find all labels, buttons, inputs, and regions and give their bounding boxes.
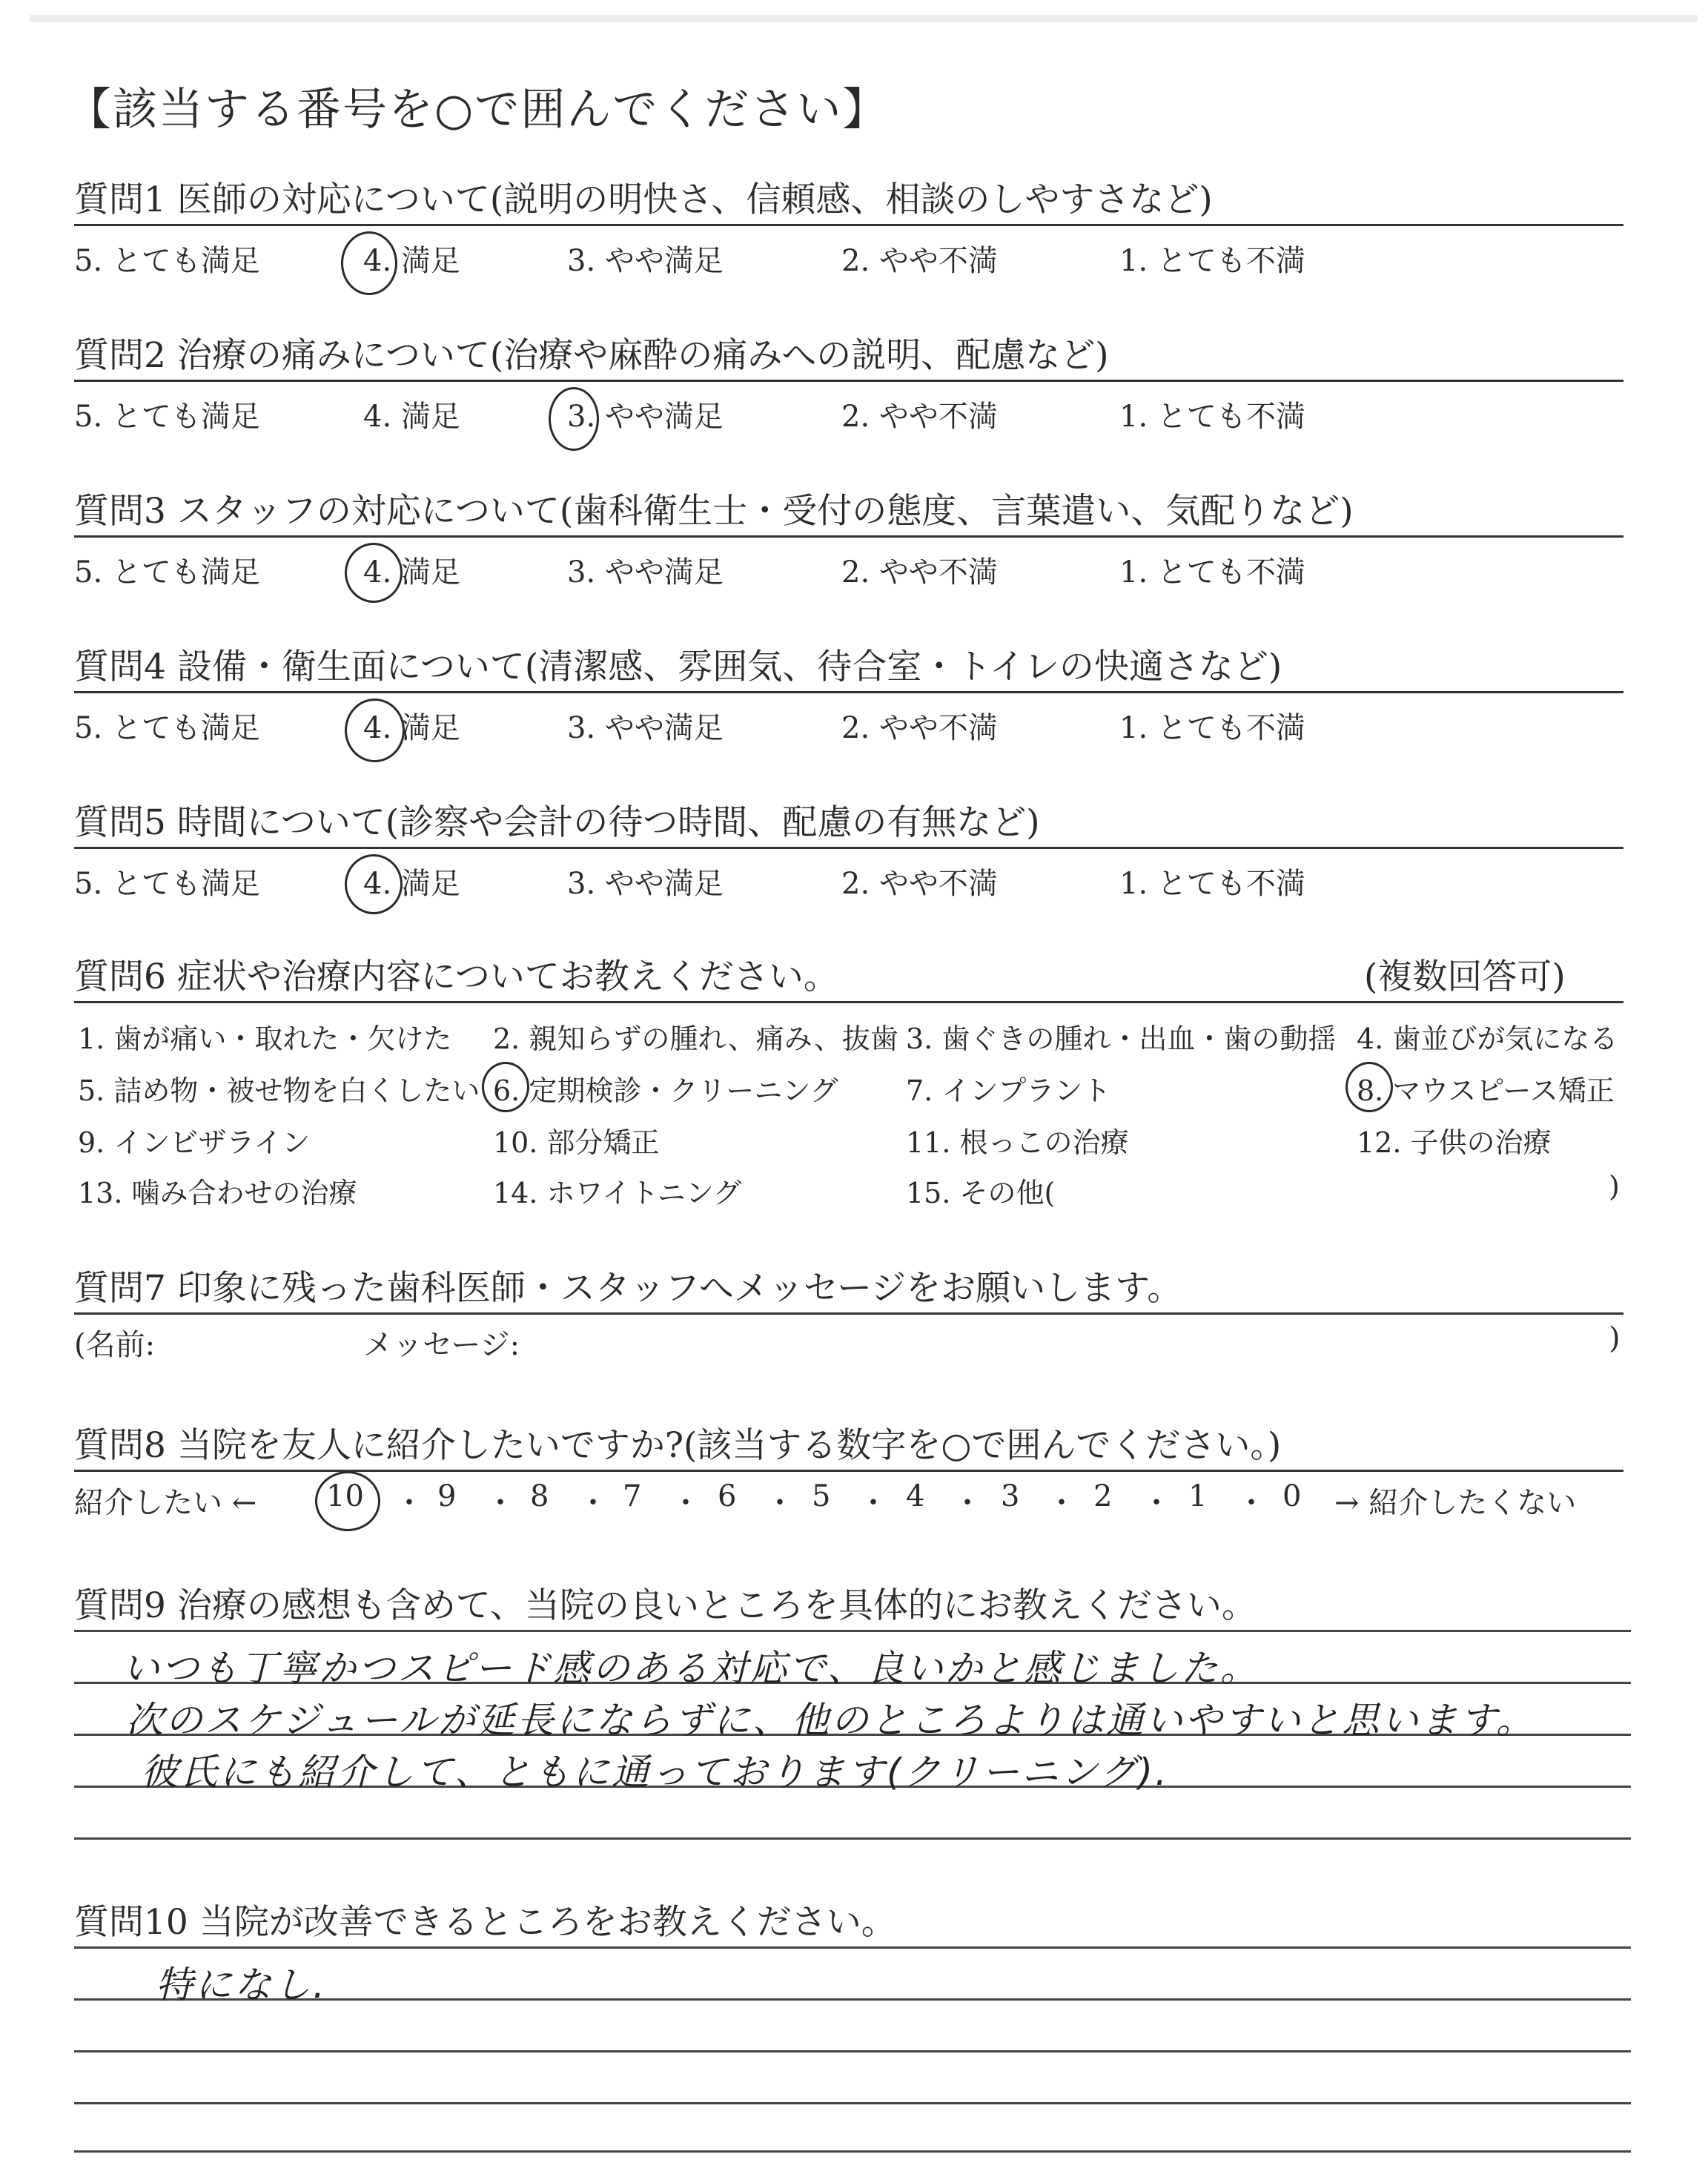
q7-message-label: メッセージ: <box>363 1328 520 1362</box>
question-5-title: 質問5 時間について(診察や会計の待つ時間、配慮の有無など) <box>74 802 1040 843</box>
q9-answer-line-1: いつも丁寧かつスピード感のある対応で、良いかと感じました。 <box>122 1647 1260 1690</box>
question-6-title: 質問6 症状や治療内容についてお教えください。 <box>74 957 838 997</box>
q6-option-6-circle <box>482 1062 529 1112</box>
question-3-title: 質問3 スタッフの対応について(歯科衛生士・受付の態度、言葉遣い、気配りなど) <box>74 491 1354 532</box>
q5-option-2[interactable]: 2. やや不満 <box>841 867 998 901</box>
question-7-rule <box>74 1312 1623 1315</box>
q4-option-4[interactable]: 4. 満足 <box>363 711 460 745</box>
q5-option-4[interactable]: 4. 満足 <box>363 867 460 901</box>
q3-option-4[interactable]: 4. 満足 <box>363 555 460 589</box>
q2-selection-circle <box>549 387 599 451</box>
q3-selection-circle <box>345 543 403 603</box>
question-4-rule <box>74 691 1623 693</box>
scan-edge <box>30 15 1698 22</box>
question-7-title: 質問7 印象に残った歯科医師・スタッフへメッセージをお願いします。 <box>74 1268 1182 1309</box>
q6-option-7[interactable]: 7. インプラント <box>906 1074 1111 1107</box>
q6-option-10[interactable]: 10. 部分矯正 <box>493 1126 660 1159</box>
q8-separator: ・ <box>1142 1486 1171 1520</box>
q8-scale-7[interactable]: 7 <box>623 1479 642 1513</box>
q4-selection-circle <box>345 698 405 762</box>
question-6-note: (複数回答可) <box>1364 957 1566 997</box>
q4-option-1[interactable]: 1. とても不満 <box>1119 711 1305 745</box>
q4-option-2[interactable]: 2. やや不満 <box>841 711 998 745</box>
q1-option-2[interactable]: 2. やや不満 <box>841 244 998 278</box>
q8-separator: ・ <box>394 1486 424 1520</box>
q1-option-1[interactable]: 1. とても不満 <box>1119 244 1305 278</box>
q9-answer-line-3: 彼氏にも紹介して、ともに通っております(クリーニング). <box>141 1751 1169 1794</box>
q9-line <box>74 1630 1631 1632</box>
q8-scale-2[interactable]: 2 <box>1093 1479 1113 1513</box>
q10-line <box>74 2050 1631 2052</box>
q9-line <box>74 1837 1631 1840</box>
question-1-rule <box>74 224 1623 226</box>
question-3-rule <box>74 535 1623 538</box>
q8-scale-1[interactable]: 1 <box>1188 1479 1208 1513</box>
q10-line <box>74 1946 1631 1949</box>
q8-separator: ・ <box>953 1486 982 1520</box>
q6-option-4[interactable]: 4. 歯並びが気になる <box>1357 1023 1618 1055</box>
q5-option-5[interactable]: 5. とても満足 <box>74 867 260 901</box>
q6-option-15[interactable]: 15. その他( <box>906 1177 1056 1209</box>
q8-right-label: → 紹介したくない <box>1334 1486 1577 1520</box>
question-9-title: 質問9 治療の感想も含めて、当院の良いところを具体的にお教えください。 <box>74 1585 1257 1626</box>
q8-separator: ・ <box>1237 1486 1266 1520</box>
q6-option-3[interactable]: 3. 歯ぐきの腫れ・出血・歯の動揺 <box>906 1023 1337 1055</box>
q2-option-4[interactable]: 4. 満足 <box>363 400 460 434</box>
q10-line <box>74 2102 1631 2104</box>
q8-separator: ・ <box>671 1486 701 1520</box>
q7-close-paren: ) <box>1609 1321 1621 1355</box>
q4-option-3[interactable]: 3. やや満足 <box>567 711 724 745</box>
q6-option-5[interactable]: 5. 詰め物・被せ物を白くしたい <box>78 1074 480 1107</box>
q6-option-12[interactable]: 12. 子供の治療 <box>1357 1126 1552 1159</box>
q8-scale-9[interactable]: 9 <box>437 1479 457 1513</box>
q8-separator: ・ <box>765 1486 795 1520</box>
question-2-title: 質問2 治療の痛みについて(治療や麻酔の痛みへの説明、配慮など) <box>74 335 1109 376</box>
q2-option-1[interactable]: 1. とても不満 <box>1119 400 1305 434</box>
q8-separator: ・ <box>486 1486 515 1520</box>
q6-option-8-circle <box>1345 1062 1393 1112</box>
question-5-rule <box>74 847 1623 849</box>
question-10-title: 質問10 当院が改善できるところをお教えください。 <box>74 1902 896 1943</box>
q2-option-3[interactable]: 3. やや満足 <box>567 400 724 434</box>
q1-option-5[interactable]: 5. とても満足 <box>74 244 260 278</box>
question-1-title: 質問1 医師の対応について(説明の明快さ、信頼感、相談のしやすさなど) <box>74 179 1213 220</box>
q3-option-5[interactable]: 5. とても満足 <box>74 555 260 589</box>
q5-option-1[interactable]: 1. とても不満 <box>1119 867 1305 901</box>
q3-option-1[interactable]: 1. とても不満 <box>1119 555 1305 589</box>
q6-option-6[interactable]: 6. 定期検診・クリーニング <box>493 1074 838 1107</box>
q8-separator: ・ <box>1047 1486 1076 1520</box>
q1-selection-circle <box>341 231 397 295</box>
q4-option-5[interactable]: 5. とても満足 <box>74 711 260 745</box>
question-8-rule <box>74 1470 1623 1472</box>
q8-scale-3[interactable]: 3 <box>1001 1479 1020 1513</box>
q8-separator: ・ <box>858 1486 888 1520</box>
q8-left-label: 紹介したい ← <box>74 1486 257 1520</box>
q8-scale-8[interactable]: 8 <box>530 1479 549 1513</box>
q3-option-2[interactable]: 2. やや不満 <box>841 555 998 589</box>
q10-answer-line-1: 特になし. <box>156 1964 327 2007</box>
q6-option-2[interactable]: 2. 親知らずの腫れ、痛み、抜歯 <box>493 1023 898 1055</box>
q6-option-1[interactable]: 1. 歯が痛い・取れた・欠けた <box>78 1023 452 1055</box>
q3-option-3[interactable]: 3. やや満足 <box>567 555 724 589</box>
q6-option-9[interactable]: 9. インビザライン <box>78 1126 311 1159</box>
page-heading: 【該当する番号を○で囲んでください】 <box>67 84 889 136</box>
q8-selection-circle <box>315 1471 380 1531</box>
question-8-title: 質問8 当院を友人に紹介したいですか?(該当する数字を○で囲んでください。) <box>74 1425 1282 1466</box>
q5-option-3[interactable]: 3. やや満足 <box>567 867 724 901</box>
q10-line <box>74 2150 1631 2153</box>
q8-scale-0[interactable]: 0 <box>1282 1479 1302 1513</box>
q8-scale-5[interactable]: 5 <box>812 1479 831 1513</box>
q6-option-15-close: ) <box>1609 1170 1620 1203</box>
q8-scale-10[interactable]: 10 <box>326 1479 364 1513</box>
q1-option-4[interactable]: 4. 満足 <box>363 244 460 278</box>
q6-option-13[interactable]: 13. 噛み合わせの治療 <box>78 1177 357 1209</box>
q6-option-11[interactable]: 11. 根っこの治療 <box>906 1126 1129 1159</box>
question-4-title: 質問4 設備・衛生面について(清潔感、雰囲気、待合室・トイレの快適さなど) <box>74 647 1282 687</box>
q2-option-2[interactable]: 2. やや不満 <box>841 400 998 434</box>
q6-option-8[interactable]: 8. マウスピース矯正 <box>1357 1074 1615 1107</box>
q8-separator: ・ <box>578 1486 608 1520</box>
q7-name-label: (名前: <box>74 1328 156 1362</box>
q2-option-5[interactable]: 5. とても満足 <box>74 400 260 434</box>
q5-selection-circle <box>345 854 403 914</box>
question-2-rule <box>74 380 1623 382</box>
q6-option-14[interactable]: 14. ホワイトニング <box>493 1177 742 1209</box>
question-6-rule <box>74 1001 1623 1003</box>
q9-answer-line-2: 次のスケジュールが延長にならずに、他のところよりは通いやすいと思います。 <box>126 1699 1535 1742</box>
q8-scale-4[interactable]: 4 <box>906 1479 925 1513</box>
q8-scale-6[interactable]: 6 <box>718 1479 737 1513</box>
q1-option-3[interactable]: 3. やや満足 <box>567 244 724 278</box>
